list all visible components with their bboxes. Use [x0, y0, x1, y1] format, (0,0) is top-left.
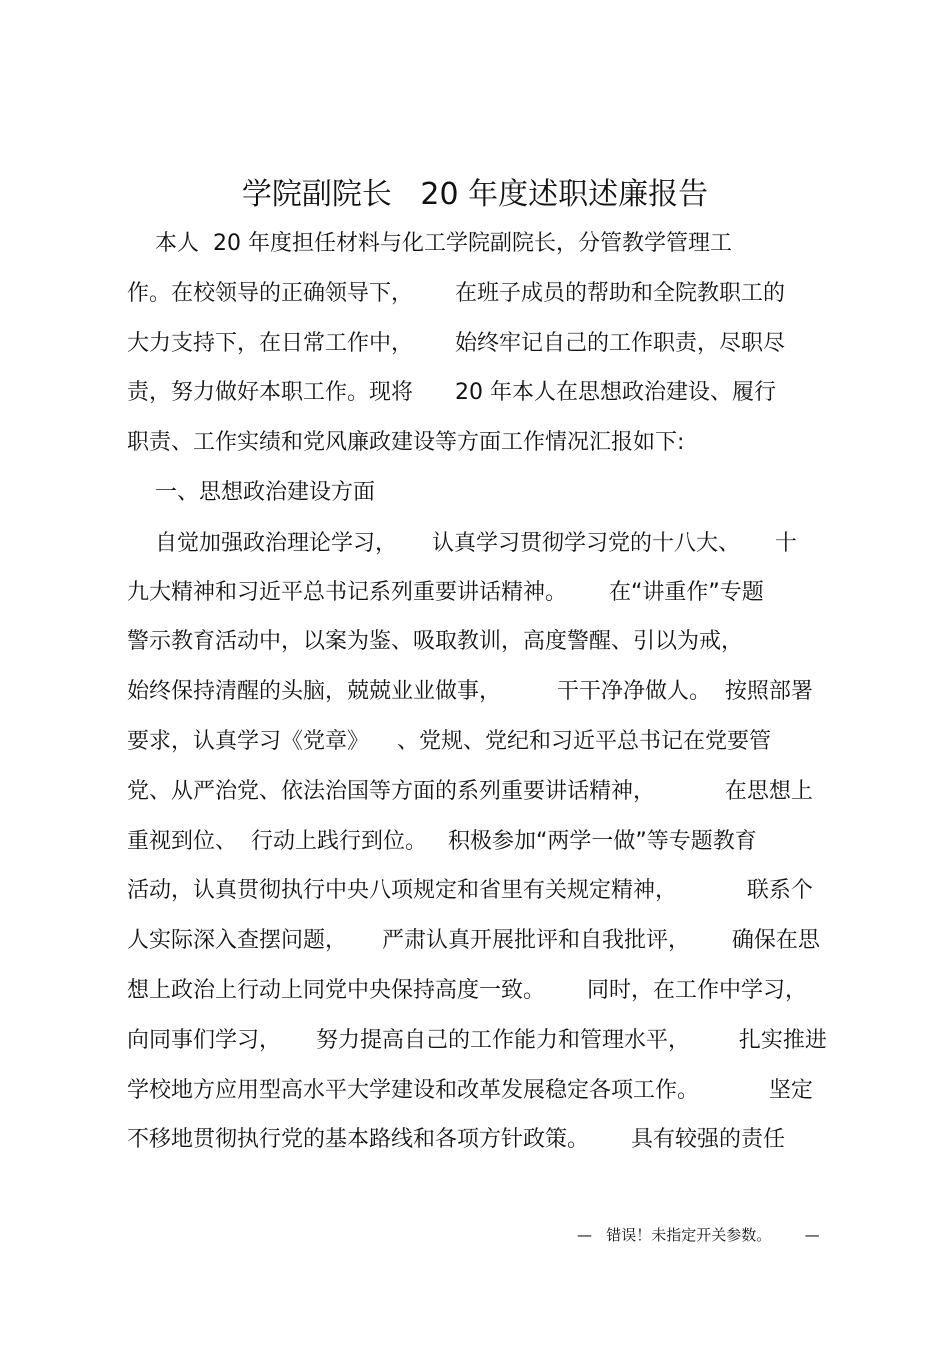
body-line: 党、从严治党、依法治国等方面的系列重要讲话精神， 在思想上 — [127, 779, 813, 804]
body-line: 大力支持下，在日常工作中， 始终牢记自己的工作职责，尽职尽 — [127, 331, 785, 356]
body-line: 始终保持清醒的头脑，兢兢业业做事， 干干净净做人。 按照部署 — [127, 679, 813, 704]
body-line: 职责、工作实绩和党风廉政建设等方面工作情况汇报如下: — [127, 430, 685, 455]
body-line: 作。在校领导的正确领导下， 在班子成员的帮助和全院教职工的 — [127, 281, 785, 306]
body-line: 想上政治上行动上同党中央保持高度一致。 同时，在工作中学习， — [127, 978, 807, 1003]
body-line: 重视到位、 行动上践行到位。 积极参加“两学一做”等专题教育 — [127, 829, 757, 854]
section-heading: 一、思想政治建设方面 — [127, 480, 375, 505]
body-line: 要求，认真学习《党章》 、党规、党纪和习近平总书记在党要管 — [127, 729, 771, 754]
page-footer: — 错误！未指定开关参数。 — — [577, 1226, 820, 1244]
body-line: 向同事们学习， 努力提高自己的工作能力和管理水平， 扎实推进 — [127, 1028, 827, 1053]
body-line: 责，努力做好本职工作。现将 20 年本人在思想政治建设、履行 — [127, 380, 776, 405]
body-line: 警示教育活动中，以案为鉴、吸取教训，高度警醒、引以为戒， — [127, 629, 744, 654]
body-line: 本人 20 年度担任材料与化工学院副院长，分管教学管理工 — [127, 231, 732, 256]
body-line: 九大精神和习近平总书记系列重要讲话精神。 在“讲重作”专题 — [127, 580, 764, 605]
body-line: 自觉加强政治理论学习， 认真学习贯彻学习党的十八大、 十 — [127, 531, 797, 556]
body-line: 活动，认真贯彻执行中央八项规定和省里有关规定精神， 联系个 — [127, 878, 813, 903]
document-title: 学院副院长 20 年度述职述廉报告 — [241, 177, 709, 212]
body-line: 人实际深入查摆问题， 严肃认真开展批评和自我批评， 确保在思 — [127, 928, 820, 953]
body-line: 学校地方应用型高水平大学建设和改革发展稳定各项工作。 坚定 — [127, 1078, 813, 1103]
body-line: 不移地贯彻执行党的基本路线和各项方针政策。 具有较强的责任 — [127, 1127, 785, 1152]
